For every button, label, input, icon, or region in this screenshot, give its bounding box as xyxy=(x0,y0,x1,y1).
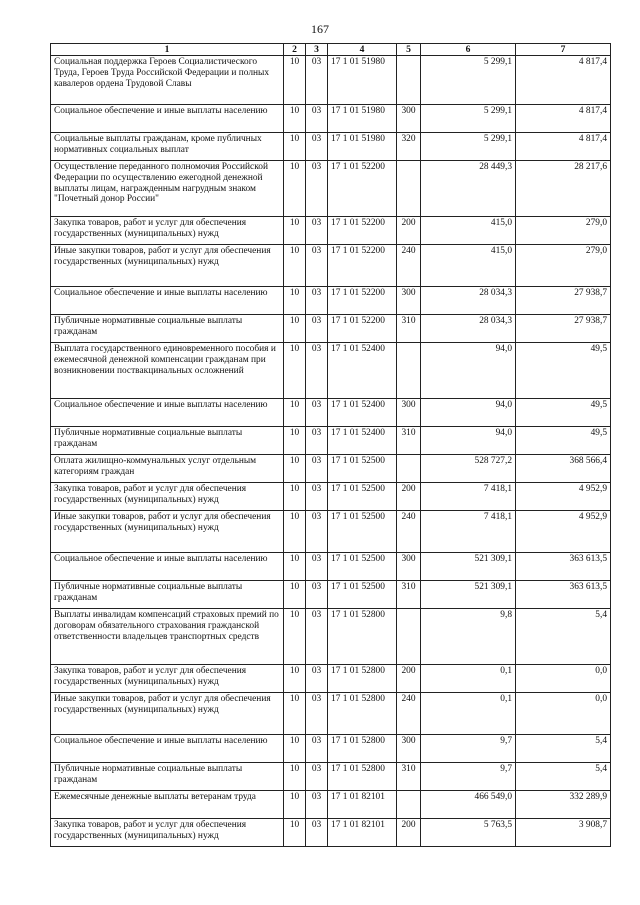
row-subsection: 03 xyxy=(306,665,328,693)
table-row xyxy=(51,161,611,217)
row-section: 10 xyxy=(284,399,306,427)
row-subsection: 03 xyxy=(306,217,328,245)
table-row xyxy=(51,735,611,763)
row-section: 10 xyxy=(284,161,306,217)
row-section: 10 xyxy=(284,609,306,665)
row-target-code: 17 1 01 52200 xyxy=(328,217,397,245)
row-name: Закупка товаров, работ и услуг для обеспечения государственных (муниципальных) нужд xyxy=(51,819,284,847)
row-target-code: 17 1 01 52800 xyxy=(328,609,397,665)
table-row xyxy=(51,581,611,609)
row-name: Закупка товаров, работ и услуг для обеспечения государственных (муниципальных) нужд xyxy=(51,217,284,245)
row-amount-plan: 28 449,3 xyxy=(421,161,516,217)
budget-table xyxy=(50,43,611,847)
row-target-code: 17 1 01 52800 xyxy=(328,693,397,735)
table-row xyxy=(51,133,611,161)
row-name: Социальные выплаты гражданам, кроме публичных нормативных социальных выплат xyxy=(51,133,284,161)
row-amount-actual: 3 908,7 xyxy=(516,819,611,847)
row-section: 10 xyxy=(284,483,306,511)
row-subsection: 03 xyxy=(306,343,328,399)
row-amount-plan: 521 309,1 xyxy=(421,553,516,581)
row-name: Ежемесячные денежные выплаты ветеранам труда xyxy=(51,791,284,819)
row-subsection: 03 xyxy=(306,763,328,791)
row-name: Выплата государственного единовременного пособия и ежемесячной денежной компенсации гражданам при возникновении поствакцинальных осложнений xyxy=(51,343,284,399)
row-target-code: 17 1 01 51980 xyxy=(328,56,397,105)
row-target-code: 17 1 01 52500 xyxy=(328,483,397,511)
row-name: Иные закупки товаров, работ и услуг для обеспечения государственных (муниципальных) нужд xyxy=(51,511,284,553)
row-amount-actual: 0,0 xyxy=(516,693,611,735)
row-name: Социальное обеспечение и иные выплаты населению xyxy=(51,399,284,427)
row-amount-plan: 415,0 xyxy=(421,217,516,245)
row-target-code: 17 1 01 52800 xyxy=(328,735,397,763)
header-col-1: 1 xyxy=(51,44,284,56)
row-amount-plan: 5 299,1 xyxy=(421,133,516,161)
row-name: Иные закупки товаров, работ и услуг для обеспечения государственных (муниципальных) нужд xyxy=(51,693,284,735)
row-section: 10 xyxy=(284,455,306,483)
header-col-4: 4 xyxy=(328,44,397,56)
table-row xyxy=(51,245,611,287)
row-amount-actual: 49,5 xyxy=(516,343,611,399)
row-target-code: 17 1 01 52200 xyxy=(328,245,397,287)
row-name: Осуществление переданного полномочия Российской Федерации по осуществлению ежегодной денежной выплаты лицам, награжденным нагрудным знаком "Почетный донор России" xyxy=(51,161,284,217)
row-expense-type: 240 xyxy=(397,245,421,287)
row-amount-actual: 332 289,9 xyxy=(516,791,611,819)
row-name: Социальное обеспечение и иные выплаты населению xyxy=(51,105,284,133)
table-row xyxy=(51,399,611,427)
row-target-code: 17 1 01 52400 xyxy=(328,343,397,399)
row-name: Социальное обеспечение и иные выплаты населению xyxy=(51,735,284,763)
row-name: Закупка товаров, работ и услуг для обеспечения государственных (муниципальных) нужд xyxy=(51,665,284,693)
row-name: Социальная поддержка Героев Социалистического Труда, Героев Труда Российской Федерации и полных кавалеров ордена Трудовой Славы xyxy=(51,56,284,105)
row-subsection: 03 xyxy=(306,693,328,735)
row-target-code: 17 1 01 52500 xyxy=(328,553,397,581)
row-amount-plan: 28 034,3 xyxy=(421,315,516,343)
row-name: Публичные нормативные социальные выплаты гражданам xyxy=(51,763,284,791)
row-section: 10 xyxy=(284,287,306,315)
table-row xyxy=(51,609,611,665)
table-row xyxy=(51,483,611,511)
row-amount-actual: 4 817,4 xyxy=(516,56,611,105)
row-section: 10 xyxy=(284,133,306,161)
row-expense-type: 240 xyxy=(397,693,421,735)
row-subsection: 03 xyxy=(306,133,328,161)
table-row xyxy=(51,763,611,791)
row-amount-actual: 49,5 xyxy=(516,427,611,455)
row-name: Социальное обеспечение и иные выплаты населению xyxy=(51,287,284,315)
row-section: 10 xyxy=(284,819,306,847)
row-amount-plan: 5 763,5 xyxy=(421,819,516,847)
row-subsection: 03 xyxy=(306,819,328,847)
row-expense-type xyxy=(397,609,421,665)
row-amount-plan: 5 299,1 xyxy=(421,56,516,105)
row-expense-type: 200 xyxy=(397,483,421,511)
row-expense-type xyxy=(397,161,421,217)
row-target-code: 17 1 01 52800 xyxy=(328,665,397,693)
row-target-code: 17 1 01 52500 xyxy=(328,455,397,483)
row-amount-actual: 4 817,4 xyxy=(516,105,611,133)
table-row xyxy=(51,315,611,343)
table-row xyxy=(51,105,611,133)
row-amount-plan: 94,0 xyxy=(421,343,516,399)
row-amount-plan: 9,7 xyxy=(421,735,516,763)
row-name: Иные закупки товаров, работ и услуг для обеспечения государственных (муниципальных) нужд xyxy=(51,245,284,287)
row-target-code: 17 1 01 52500 xyxy=(328,511,397,553)
row-section: 10 xyxy=(284,343,306,399)
row-expense-type: 200 xyxy=(397,819,421,847)
row-subsection: 03 xyxy=(306,287,328,315)
row-section: 10 xyxy=(284,245,306,287)
row-subsection: 03 xyxy=(306,581,328,609)
row-subsection: 03 xyxy=(306,735,328,763)
row-amount-plan: 94,0 xyxy=(421,427,516,455)
row-name: Выплаты инвалидам компенсаций страховых премий по договорам обязательного страхования гражданской ответственности владельцев транспортных средств xyxy=(51,609,284,665)
row-section: 10 xyxy=(284,511,306,553)
row-section: 10 xyxy=(284,553,306,581)
table-row xyxy=(51,819,611,847)
row-subsection: 03 xyxy=(306,455,328,483)
row-section: 10 xyxy=(284,427,306,455)
row-amount-actual: 363 613,5 xyxy=(516,553,611,581)
row-amount-plan: 7 418,1 xyxy=(421,511,516,553)
row-target-code: 17 1 01 52400 xyxy=(328,399,397,427)
row-amount-plan: 466 549,0 xyxy=(421,791,516,819)
row-expense-type: 300 xyxy=(397,553,421,581)
row-amount-actual: 5,4 xyxy=(516,735,611,763)
row-expense-type: 300 xyxy=(397,287,421,315)
row-section: 10 xyxy=(284,56,306,105)
row-amount-plan: 521 309,1 xyxy=(421,581,516,609)
page-number: 167 xyxy=(311,22,329,36)
row-amount-plan: 7 418,1 xyxy=(421,483,516,511)
row-amount-plan: 528 727,2 xyxy=(421,455,516,483)
row-subsection: 03 xyxy=(306,791,328,819)
row-subsection: 03 xyxy=(306,511,328,553)
row-expense-type xyxy=(397,791,421,819)
row-amount-plan: 9,7 xyxy=(421,763,516,791)
row-section: 10 xyxy=(284,217,306,245)
row-name: Оплата жилищно-коммунальных услуг отдельным категориям граждан xyxy=(51,455,284,483)
row-amount-plan: 0,1 xyxy=(421,665,516,693)
row-amount-actual: 279,0 xyxy=(516,245,611,287)
row-amount-plan: 0,1 xyxy=(421,693,516,735)
row-amount-plan: 9,8 xyxy=(421,609,516,665)
row-target-code: 17 1 01 51980 xyxy=(328,133,397,161)
row-section: 10 xyxy=(284,105,306,133)
row-expense-type xyxy=(397,56,421,105)
row-name: Публичные нормативные социальные выплаты гражданам xyxy=(51,427,284,455)
row-expense-type: 320 xyxy=(397,133,421,161)
row-amount-actual: 27 938,7 xyxy=(516,315,611,343)
table-row xyxy=(51,665,611,693)
table-row xyxy=(51,511,611,553)
row-section: 10 xyxy=(284,581,306,609)
row-name: Публичные нормативные социальные выплаты гражданам xyxy=(51,315,284,343)
row-target-code: 17 1 01 82101 xyxy=(328,819,397,847)
row-subsection: 03 xyxy=(306,56,328,105)
row-section: 10 xyxy=(284,735,306,763)
row-amount-actual: 5,4 xyxy=(516,763,611,791)
row-subsection: 03 xyxy=(306,161,328,217)
row-expense-type: 200 xyxy=(397,665,421,693)
row-amount-actual: 28 217,6 xyxy=(516,161,611,217)
header-col-6: 6 xyxy=(421,44,516,56)
row-target-code: 17 1 01 52800 xyxy=(328,763,397,791)
row-section: 10 xyxy=(284,693,306,735)
row-target-code: 17 1 01 51980 xyxy=(328,105,397,133)
row-target-code: 17 1 01 52500 xyxy=(328,581,397,609)
row-amount-actual: 0,0 xyxy=(516,665,611,693)
row-name: Публичные нормативные социальные выплаты гражданам xyxy=(51,581,284,609)
table-header-row xyxy=(51,44,611,56)
row-amount-actual: 5,4 xyxy=(516,609,611,665)
table-row xyxy=(51,56,611,105)
row-amount-actual: 49,5 xyxy=(516,399,611,427)
table-row xyxy=(51,791,611,819)
row-section: 10 xyxy=(284,791,306,819)
row-subsection: 03 xyxy=(306,483,328,511)
row-target-code: 17 1 01 52400 xyxy=(328,427,397,455)
table-row xyxy=(51,553,611,581)
row-expense-type: 310 xyxy=(397,427,421,455)
row-expense-type: 300 xyxy=(397,399,421,427)
row-section: 10 xyxy=(284,763,306,791)
table-row xyxy=(51,217,611,245)
row-expense-type: 240 xyxy=(397,511,421,553)
row-name: Социальное обеспечение и иные выплаты населению xyxy=(51,553,284,581)
row-expense-type: 310 xyxy=(397,581,421,609)
row-amount-plan: 94,0 xyxy=(421,399,516,427)
row-name: Закупка товаров, работ и услуг для обеспечения государственных (муниципальных) нужд xyxy=(51,483,284,511)
row-amount-actual: 363 613,5 xyxy=(516,581,611,609)
header-col-5: 5 xyxy=(397,44,421,56)
row-expense-type xyxy=(397,343,421,399)
row-subsection: 03 xyxy=(306,399,328,427)
row-expense-type: 310 xyxy=(397,763,421,791)
row-section: 10 xyxy=(284,665,306,693)
row-target-code: 17 1 01 52200 xyxy=(328,287,397,315)
header-col-2: 2 xyxy=(284,44,306,56)
row-subsection: 03 xyxy=(306,553,328,581)
row-target-code: 17 1 01 52200 xyxy=(328,315,397,343)
row-expense-type: 200 xyxy=(397,217,421,245)
row-expense-type: 300 xyxy=(397,735,421,763)
row-amount-actual: 368 566,4 xyxy=(516,455,611,483)
row-amount-plan: 28 034,3 xyxy=(421,287,516,315)
row-amount-plan: 415,0 xyxy=(421,245,516,287)
row-expense-type xyxy=(397,455,421,483)
row-amount-actual: 4 952,9 xyxy=(516,511,611,553)
row-subsection: 03 xyxy=(306,245,328,287)
row-amount-actual: 4 817,4 xyxy=(516,133,611,161)
header-col-7: 7 xyxy=(516,44,611,56)
table-row xyxy=(51,693,611,735)
header-col-3: 3 xyxy=(306,44,328,56)
row-amount-plan: 5 299,1 xyxy=(421,105,516,133)
row-amount-actual: 4 952,9 xyxy=(516,483,611,511)
row-amount-actual: 27 938,7 xyxy=(516,287,611,315)
row-subsection: 03 xyxy=(306,427,328,455)
row-subsection: 03 xyxy=(306,315,328,343)
row-section: 10 xyxy=(284,315,306,343)
table-row xyxy=(51,343,611,399)
row-target-code: 17 1 01 52200 xyxy=(328,161,397,217)
row-expense-type: 300 xyxy=(397,105,421,133)
row-target-code: 17 1 01 82101 xyxy=(328,791,397,819)
table-row xyxy=(51,287,611,315)
row-subsection: 03 xyxy=(306,105,328,133)
row-amount-actual: 279,0 xyxy=(516,217,611,245)
table-row xyxy=(51,455,611,483)
table-body xyxy=(51,56,611,847)
row-expense-type: 310 xyxy=(397,315,421,343)
row-subsection: 03 xyxy=(306,609,328,665)
table-row xyxy=(51,427,611,455)
